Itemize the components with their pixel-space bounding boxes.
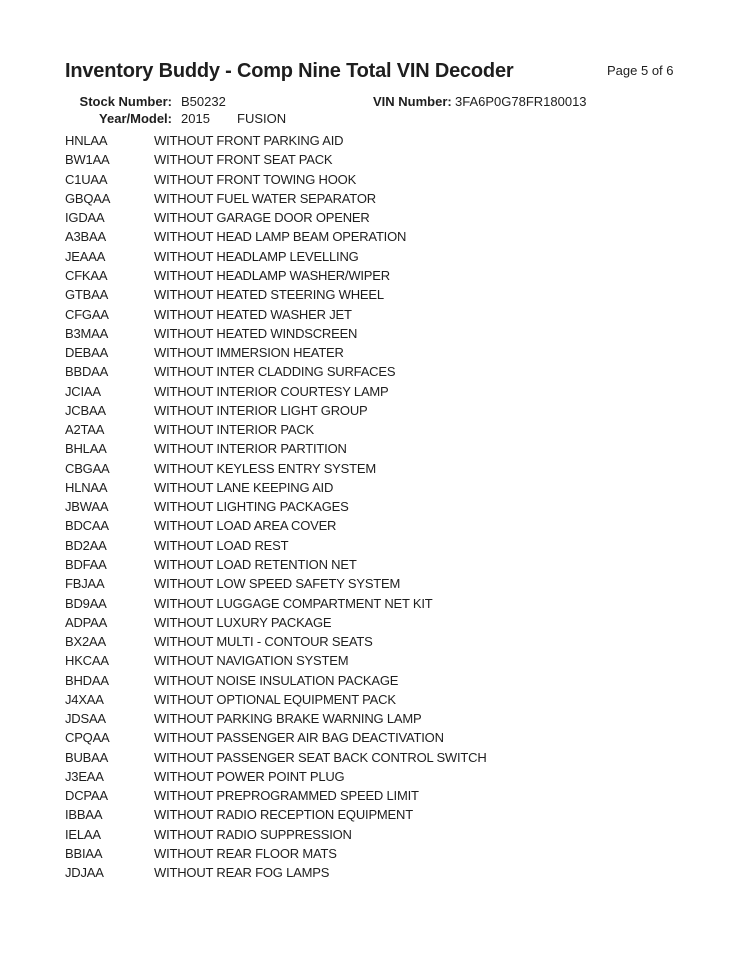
option-row — [65, 478, 705, 497]
option-row — [65, 786, 705, 805]
option-code: BHDAA — [65, 672, 109, 688]
option-description: WITHOUT INTER CLADDING SURFACES — [154, 364, 396, 380]
option-description: WITHOUT HEATED STEERING WHEEL — [154, 287, 384, 303]
option-code: JCIAA — [65, 383, 101, 399]
option-row — [65, 420, 705, 439]
option-row — [65, 728, 705, 747]
option-description: WITHOUT LANE KEEPING AID — [154, 479, 334, 495]
option-description: WITHOUT INTERIOR LIGHT GROUP — [154, 402, 368, 418]
option-row — [65, 805, 705, 824]
option-code: BDFAA — [65, 556, 107, 572]
option-code: JDJAA — [65, 865, 104, 881]
option-row — [65, 690, 705, 709]
option-description: WITHOUT INTERIOR PACK — [154, 422, 314, 438]
option-description: WITHOUT INTERIOR PARTITION — [154, 441, 347, 457]
option-code: J3EAA — [65, 768, 104, 784]
year-model-label: Year/Model: — [99, 111, 172, 126]
option-description: WITHOUT LUXURY PACKAGE — [154, 614, 332, 630]
option-code: BD9AA — [65, 595, 107, 611]
option-description: WITHOUT LOAD REST — [154, 537, 289, 553]
option-code: JEAAA — [65, 248, 106, 264]
option-code: JBWAA — [65, 499, 109, 515]
option-description: WITHOUT HEADLAMP WASHER/WIPER — [154, 267, 390, 283]
year-model-row — [0, 111, 742, 127]
option-code: BHLAA — [65, 441, 107, 457]
option-row — [65, 266, 705, 285]
option-row — [65, 748, 705, 767]
option-description: WITHOUT INTERIOR COURTESY LAMP — [154, 383, 389, 399]
stock-number-value: B50232 — [181, 94, 226, 109]
option-code: FBJAA — [65, 576, 105, 592]
option-row — [65, 189, 705, 208]
option-code: B3MAA — [65, 325, 109, 341]
option-code: BBIAA — [65, 845, 103, 861]
option-row — [65, 381, 705, 400]
option-row — [65, 247, 705, 266]
option-row — [65, 459, 705, 478]
option-row — [65, 767, 705, 786]
option-description: WITHOUT LIGHTING PACKAGES — [154, 499, 349, 515]
option-code: JCBAA — [65, 402, 106, 418]
option-code: HKCAA — [65, 653, 109, 669]
option-row — [65, 497, 705, 516]
option-description: WITHOUT LOAD RETENTION NET — [154, 556, 357, 572]
report-title: Inventory Buddy - Comp Nine Total VIN Decoder — [65, 60, 514, 82]
option-code: A2TAA — [65, 422, 105, 438]
option-row — [65, 555, 705, 574]
option-description: WITHOUT LOAD AREA COVER — [154, 518, 337, 534]
option-description: WITHOUT RADIO SUPPRESSION — [154, 826, 352, 842]
option-description: WITHOUT PASSENGER SEAT BACK CONTROL SWITCH — [154, 749, 487, 765]
option-description: WITHOUT HEATED WASHER JET — [154, 306, 352, 322]
option-description: WITHOUT GARAGE DOOR OPENER — [154, 210, 370, 226]
option-row — [65, 208, 705, 227]
option-row — [65, 632, 705, 651]
option-code: CFGAA — [65, 306, 109, 322]
option-code: CPQAA — [65, 730, 110, 746]
option-code: C1UAA — [65, 171, 108, 187]
option-code: CBGAA — [65, 460, 110, 476]
option-row — [65, 362, 705, 381]
option-description: WITHOUT RADIO RECEPTION EQUIPMENT — [154, 807, 413, 823]
option-code: JDSAA — [65, 711, 106, 727]
option-description: WITHOUT PASSENGER AIR BAG DEACTIVATION — [154, 730, 444, 746]
option-description: WITHOUT NAVIGATION SYSTEM — [154, 653, 349, 669]
option-description: WITHOUT PREPROGRAMMED SPEED LIMIT — [154, 788, 419, 804]
option-description: WITHOUT LUGGAGE COMPARTMENT NET KIT — [154, 595, 433, 611]
option-row — [65, 439, 705, 458]
option-description: WITHOUT IMMERSION HEATER — [154, 345, 344, 361]
option-description: WITHOUT NOISE INSULATION PACKAGE — [154, 672, 399, 688]
option-code: IGDAA — [65, 210, 105, 226]
option-row — [65, 150, 705, 169]
option-code: HLNAA — [65, 479, 108, 495]
option-description: WITHOUT HEAD LAMP BEAM OPERATION — [154, 229, 407, 245]
option-description: WITHOUT HEATED WINDSCREEN — [154, 325, 358, 341]
option-row — [65, 536, 705, 555]
option-code: BX2AA — [65, 634, 106, 650]
option-code: HNLAA — [65, 133, 108, 149]
option-row — [65, 593, 705, 612]
page-number-label: Page 5 of 6 — [607, 63, 674, 78]
option-code: GTBAA — [65, 287, 109, 303]
option-row — [65, 170, 705, 189]
model-value: FUSION — [237, 111, 287, 126]
option-row — [65, 825, 705, 844]
option-row — [65, 304, 705, 323]
option-code: BBDAA — [65, 364, 109, 380]
option-description: WITHOUT MULTI - CONTOUR SEATS — [154, 634, 373, 650]
option-description: WITHOUT KEYLESS ENTRY SYSTEM — [154, 460, 376, 476]
option-code: BDCAA — [65, 518, 109, 534]
option-code: IBBAA — [65, 807, 103, 823]
option-row — [65, 574, 705, 593]
option-code: DCPAA — [65, 788, 108, 804]
option-description: WITHOUT FRONT TOWING HOOK — [154, 171, 357, 187]
option-row — [65, 844, 705, 863]
stock-vin-row — [0, 94, 742, 110]
vin-number-value: 3FA6P0G78FR180013 — [455, 94, 587, 109]
option-code: ADPAA — [65, 614, 108, 630]
option-row — [65, 516, 705, 535]
option-code: DEBAA — [65, 345, 109, 361]
option-code: IELAA — [65, 826, 101, 842]
option-row — [65, 863, 705, 882]
option-codes-list — [65, 131, 705, 882]
option-row — [65, 324, 705, 343]
option-code: A3BAA — [65, 229, 106, 245]
option-description: WITHOUT HEADLAMP LEVELLING — [154, 248, 359, 264]
option-description: WITHOUT LOW SPEED SAFETY SYSTEM — [154, 576, 401, 592]
option-description: WITHOUT FRONT PARKING AID — [154, 133, 344, 149]
option-row — [65, 285, 705, 304]
option-row — [65, 227, 705, 246]
option-row — [65, 709, 705, 728]
option-description: WITHOUT PARKING BRAKE WARNING LAMP — [154, 711, 422, 727]
option-description: WITHOUT REAR FOG LAMPS — [154, 865, 330, 881]
option-description: WITHOUT OPTIONAL EQUIPMENT PACK — [154, 691, 396, 707]
option-code: CFKAA — [65, 267, 108, 283]
option-row — [65, 401, 705, 420]
option-code: BD2AA — [65, 537, 107, 553]
vin-number-label: VIN Number: — [373, 94, 452, 109]
option-description: WITHOUT FUEL WATER SEPARATOR — [154, 190, 376, 206]
option-description: WITHOUT FRONT SEAT PACK — [154, 152, 333, 168]
option-code: J4XAA — [65, 691, 104, 707]
option-description: WITHOUT POWER POINT PLUG — [154, 768, 345, 784]
option-row — [65, 343, 705, 362]
option-row — [65, 670, 705, 689]
option-description: WITHOUT REAR FLOOR MATS — [154, 845, 337, 861]
year-value: 2015 — [181, 111, 210, 126]
option-row — [65, 613, 705, 632]
option-row — [65, 651, 705, 670]
option-code: BUBAA — [65, 749, 109, 765]
option-code: GBQAA — [65, 190, 111, 206]
stock-number-label: Stock Number: — [79, 94, 172, 109]
option-row — [65, 131, 705, 150]
option-code: BW1AA — [65, 152, 110, 168]
